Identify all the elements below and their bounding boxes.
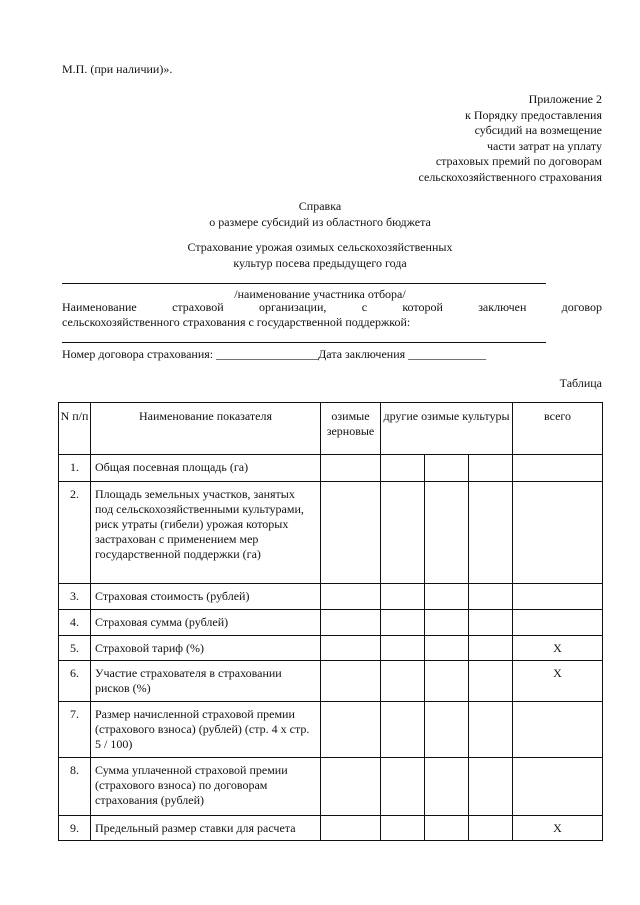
insurer-line-1 [62,300,602,315]
insurer-word: организации, [258,300,327,314]
row-label: Предельный размер ставки для расчета [91,816,321,841]
row-label: Страховая сумма (рублей) [91,610,321,636]
cell [381,455,425,482]
cell [381,816,425,841]
table-row [59,610,603,636]
row-total [513,702,603,758]
appendix-line: части затрат на уплату [486,138,602,153]
cell [381,661,425,702]
cell [425,702,469,758]
table-label: Таблица [559,376,602,390]
cell [381,482,425,584]
contract-line [62,347,602,362]
appendix-block [342,92,602,185]
cell [381,636,425,661]
row-num: 2. [59,482,91,584]
cell [321,816,381,841]
cell [469,584,513,610]
contract-number-label: Номер договора страхования: _________________ [62,347,319,361]
header-name: Наименование показателя [91,403,321,455]
cell [321,661,381,702]
row-label: Размер начисленной страховой премии (страхового взноса) (рублей) (стр. 4 x стр. 5 / 100) [91,702,321,758]
insurer-word: с [361,300,368,314]
cell [469,610,513,636]
cell [469,758,513,816]
row-label: Сумма уплаченной страховой премии (страхового взноса) по договорам страхования (рублей) [91,758,321,816]
insurer-word: страховой [172,300,224,314]
cell [321,584,381,610]
cell [381,584,425,610]
row-total-x: X [513,661,603,702]
appendix-line: страховых премий по договорам [435,154,602,168]
cell [469,702,513,758]
insurer-word: Наименование [62,300,137,314]
insurer-line-2: сельскохозяйственного страхования с государственной поддержкой: [62,315,411,329]
cell [469,636,513,661]
row-total [513,584,603,610]
table-row [59,636,603,661]
cell [469,816,513,841]
document-title [0,199,640,230]
cell [425,758,469,816]
row-label: Страховая стоимость (рублей) [91,584,321,610]
participant-fill-line [62,283,546,284]
row-num: 9. [59,816,91,841]
cell [321,455,381,482]
contract-date-label: Дата заключения _____________ [318,347,487,361]
cell [321,758,381,816]
appendix-line: к Порядку предоставления [464,107,602,122]
cell [381,758,425,816]
insurer-block [62,300,602,330]
table-row [59,702,603,758]
row-label: Страховой тариф (%) [91,636,321,661]
table-row [59,584,603,610]
title-line: о размере субсидий из областного бюджета [209,214,431,229]
table-row [59,661,603,702]
cell [469,482,513,584]
table-row [59,758,603,816]
row-total-x: X [513,816,603,841]
cell [321,610,381,636]
cell [381,702,425,758]
header-other-winter: другие озимые культуры [381,403,513,455]
cell [321,482,381,584]
row-total [513,482,603,584]
row-total [513,455,603,482]
row-total-x: X [513,636,603,661]
table-row [59,455,603,482]
cell [425,636,469,661]
row-num: 5. [59,636,91,661]
participant-caption: /наименование участника отбора/ [234,287,406,301]
cell [425,455,469,482]
cell [425,661,469,702]
header-total: всего [513,403,603,455]
cell [469,455,513,482]
table-row [59,482,603,584]
table-header-row [59,403,603,455]
row-total [513,758,603,816]
row-num: 6. [59,661,91,702]
cell [425,816,469,841]
row-label: Общая посевная площадь (га) [91,455,321,482]
cell [425,610,469,636]
document-subtitle [0,240,640,271]
insurer-word: заключен [478,300,527,314]
cell [425,584,469,610]
cell [425,482,469,584]
appendix-line: субсидий на возмещение [474,123,602,137]
row-num: 8. [59,758,91,816]
header-winter-grain: озимые зерновые [321,403,381,455]
row-label: Площадь земельных участков, занятых под сельскохозяйственными культурами, риск утраты (гибели) урожая которых застрахован с применением мер государственной поддержки (га) [91,482,321,584]
row-total [513,610,603,636]
cell [321,702,381,758]
row-label: Участие страхователя в страховании рисков (%) [91,661,321,702]
appendix-line: сельскохозяйственного страхования [418,169,602,184]
insurer-word: которой [402,300,443,314]
row-num: 1. [59,455,91,482]
appendix-line: Приложение 2 [528,92,602,106]
row-num: 4. [59,610,91,636]
cell [469,661,513,702]
stamp-note: М.П. (при наличии)». [62,62,173,76]
insurer-word: договор [561,300,602,314]
header-num: N п/п [59,403,91,455]
cell [321,636,381,661]
row-num: 7. [59,702,91,758]
subtitle-line: Страхование урожая озимых сельскохозяйственных [187,240,453,254]
subtitle-line: культур посева предыдущего года [233,255,407,270]
subsidy-table [58,402,603,841]
insurer-fill-line [62,342,546,343]
row-num: 3. [59,584,91,610]
cell [381,610,425,636]
table-row [59,816,603,841]
title-line: Справка [298,199,342,213]
